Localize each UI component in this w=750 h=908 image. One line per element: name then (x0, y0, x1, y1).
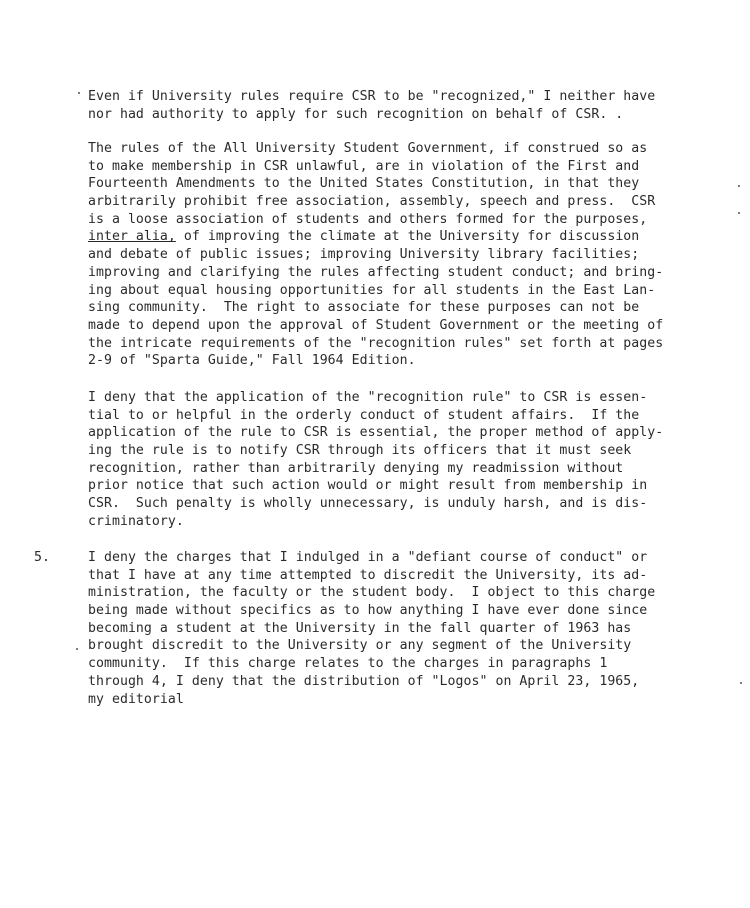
text-line: the intricate requirements of the "recognition rules" set forth at pages (88, 335, 664, 351)
scan-speck (738, 212, 740, 214)
paragraph-defiant-conduct-denial (88, 549, 698, 708)
text-line: Even if University rules require CSR to be "recognized," I neither have (88, 89, 656, 104)
text-line: prior notice that such action would or might result from membership in (88, 478, 648, 494)
text-line: Fourteenth Amendments to the United States Constitution, in that they (88, 176, 640, 192)
text-line: arbitrarily prohibit free association, assembly, speech and press. CSR (88, 194, 656, 210)
text-line: my editorial (88, 691, 184, 707)
scan-speck (740, 682, 742, 684)
text-line: improving and clarifying the rules affecting student conduct; and bring- (88, 264, 664, 280)
text-line: I deny that the application of the "recognition rule" to CSR is essen- (88, 390, 648, 405)
text-line: brought discredit to the University or any segment of the University (88, 638, 632, 654)
text-line: community. If this charge relates to the charges in paragraphs 1 (88, 656, 608, 672)
text-line: ministration, the faculty or the student body. I object to this charge (88, 585, 656, 601)
text-line: and debate of public issues; improving University library facilities; (88, 247, 640, 263)
underlined-phrase: inter alia, (88, 229, 176, 245)
paragraph-number: 5. (34, 550, 50, 565)
text-line: is a loose association of students and others formed for the purposes, (88, 211, 648, 227)
paragraph-student-government-rules (88, 140, 698, 370)
scan-speck (738, 185, 740, 187)
text-line: ing about equal housing opportunities for all students in the East Lan- (88, 282, 656, 298)
text-line: becoming a student at the University in the fall quarter of 1963 has (88, 620, 632, 636)
scan-speck (78, 92, 80, 94)
text-line: being made without specifics as to how anything I have ever done since (88, 603, 648, 619)
text-line-with-underline (88, 228, 698, 246)
text-line-remainder: of improving the climate at the University for discussion (175, 229, 640, 245)
text-line: The rules of the All University Student Government, if construed so as (88, 141, 648, 156)
paragraph-recognition-authority (88, 88, 698, 123)
text-line: application of the rule to CSR is essential, the proper method of apply- (88, 425, 664, 441)
text-line: made to depend upon the approval of Student Government or the meeting of (88, 317, 664, 333)
text-line: through 4, I deny that the distribution of "Logos" on April 23, 1965, (88, 673, 640, 689)
text-line: criminatory. (88, 513, 184, 529)
text-line: that I have at any time attempted to discredit the University, its ad- (88, 567, 648, 583)
text-line: recognition, rather than arbitrarily denying my readmission without (88, 460, 624, 476)
text-line: ing the rule is to notify CSR through its officers that it must seek (88, 443, 632, 459)
paragraph-recognition-rule-denial (88, 389, 698, 531)
text-line: 2-9 of "Sparta Guide," Fall 1964 Edition. (88, 353, 416, 369)
text-line: sing community. The right to associate for these purposes can not be (88, 300, 640, 316)
scan-speck (76, 648, 78, 650)
text-line: I deny the charges that I indulged in a "defiant course of conduct" or (88, 550, 648, 565)
text-line: nor had authority to apply for such recognition on behalf of CSR. . (88, 106, 624, 122)
text-line: tial to or helpful in the orderly conduct of student affairs. If the (88, 407, 640, 423)
text-line: CSR. Such penalty is wholly unnecessary, is unduly harsh, and is dis- (88, 496, 648, 512)
text-line: to make membership in CSR unlawful, are in violation of the First and (88, 158, 640, 174)
